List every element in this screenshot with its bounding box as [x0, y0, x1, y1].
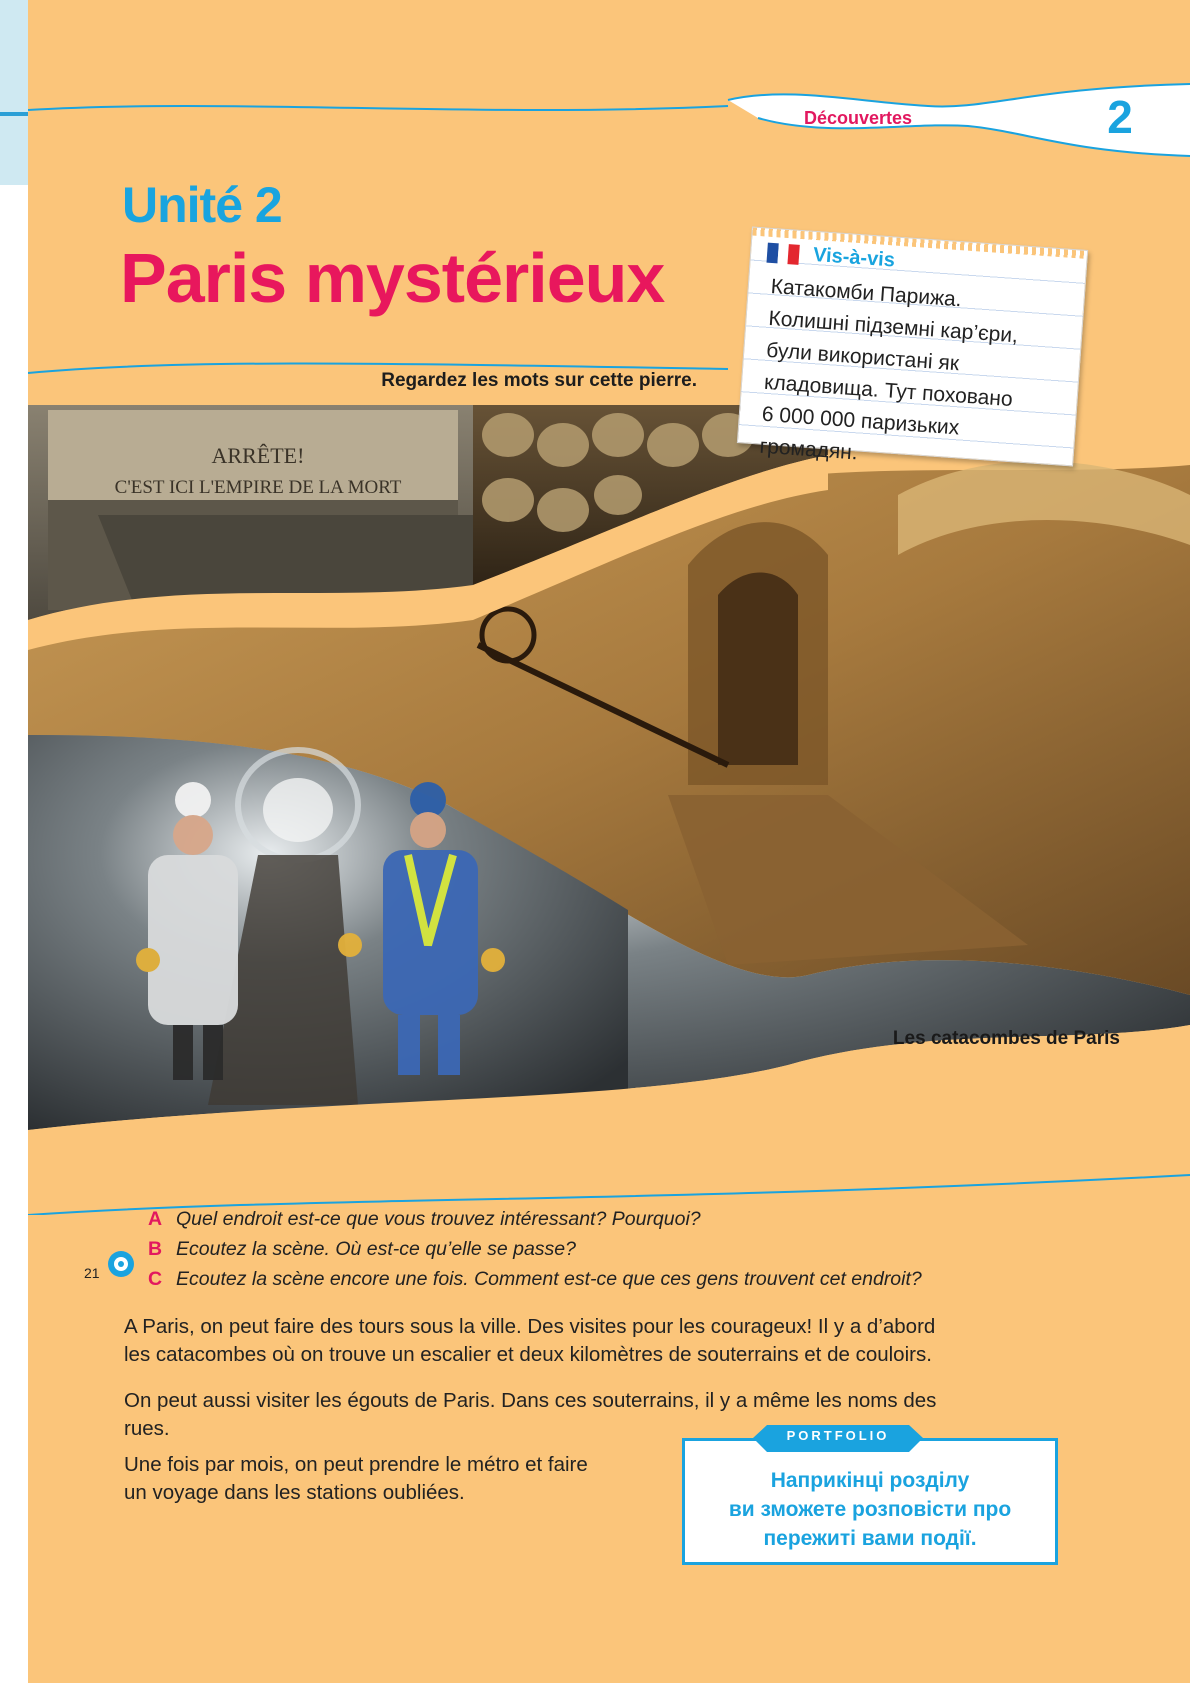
stone-inscription-line2: C'EST ICI L'EMPIRE DE LA MORT: [114, 477, 402, 498]
exercise-text: Quel endroit est-ce que vous trouvez intéressant? Pourquoi?: [176, 1208, 701, 1230]
unit-label: Unité 2: [122, 177, 282, 233]
french-flag-icon: [767, 242, 800, 264]
vis-a-vis-line: громадян.: [758, 434, 859, 465]
photo-caption-top: Regardez les mots sur cette pierre.: [381, 370, 697, 391]
paragraph-line: On peut aussi visiter les égouts de Paris. Dans ces souterrains, il y a même les noms des: [124, 1389, 937, 1412]
paragraph: [124, 1451, 684, 1507]
paragraph: [124, 1313, 1044, 1369]
vis-a-vis-text: [759, 271, 1077, 484]
vis-a-vis-note: [737, 227, 1088, 467]
vis-a-vis-line: Колишні підземні кар’єри,: [767, 306, 1019, 348]
exercise-item: [148, 1238, 1108, 1268]
exercise-letter: C: [148, 1268, 163, 1290]
paragraph-line: A Paris, on peut faire des tours sous la ville. Des visites pour les courageux! Il y a d’abord: [124, 1315, 936, 1338]
exercise-item: [148, 1208, 1108, 1238]
paragraph-line: Une fois par mois, on peut prendre le métro et faire: [124, 1453, 588, 1476]
exercise-text: Ecoutez la scène. Où est-ce qu’elle se passe?: [176, 1238, 576, 1260]
exercise-letter: A: [148, 1208, 163, 1230]
portfolio-line: ви зможете розповісти про: [728, 1498, 1012, 1521]
section-label: Découvertes: [803, 108, 913, 128]
portfolio-line: пережиті вами події.: [763, 1527, 977, 1550]
vis-a-vis-line: 6 000 000 паризьких: [761, 402, 960, 440]
photo-caption-bottom: Les catacombes de Paris: [892, 1028, 1120, 1049]
page-title: Paris mystérieux: [120, 239, 665, 317]
exercise-letter: B: [148, 1238, 163, 1260]
exercise-text: Ecoutez la scène encore une fois. Comment est-ce que ces gens trouvent cet endroit?: [176, 1268, 922, 1290]
vis-a-vis-title: Vis-à-vis: [812, 243, 896, 272]
catacombs-photo-collage: [28, 405, 1190, 1215]
portfolio-line: Наприкінці розділу: [770, 1469, 970, 1492]
paragraph-line: rues.: [124, 1417, 170, 1440]
exercise-list: [148, 1208, 1108, 1298]
stone-inscription-line1: ARRÊTE!: [211, 443, 305, 468]
portfolio-label: PORTFOLIO: [786, 1428, 890, 1443]
portfolio-text: [685, 1466, 1055, 1553]
unit-number: 2: [1107, 91, 1133, 143]
vis-a-vis-line: були використані як: [765, 338, 960, 376]
paragraph-line: un voyage dans les stations oubliées.: [124, 1481, 465, 1504]
vis-a-vis-line: Катакомби Парижа.: [770, 275, 963, 312]
audio-track-number: 21: [84, 1265, 100, 1281]
cd-icon[interactable]: [107, 1250, 135, 1278]
paragraph-line: les catacombes où on trouve un escalier et deux kilomètres de souterrains et de couloirs.: [124, 1343, 932, 1366]
exercise-item: [148, 1268, 1108, 1298]
header-wave-ribbon: [28, 78, 1190, 158]
vis-a-vis-line: кладовища. Тут поховано: [763, 370, 1014, 412]
page-edge-tab: [0, 0, 28, 185]
